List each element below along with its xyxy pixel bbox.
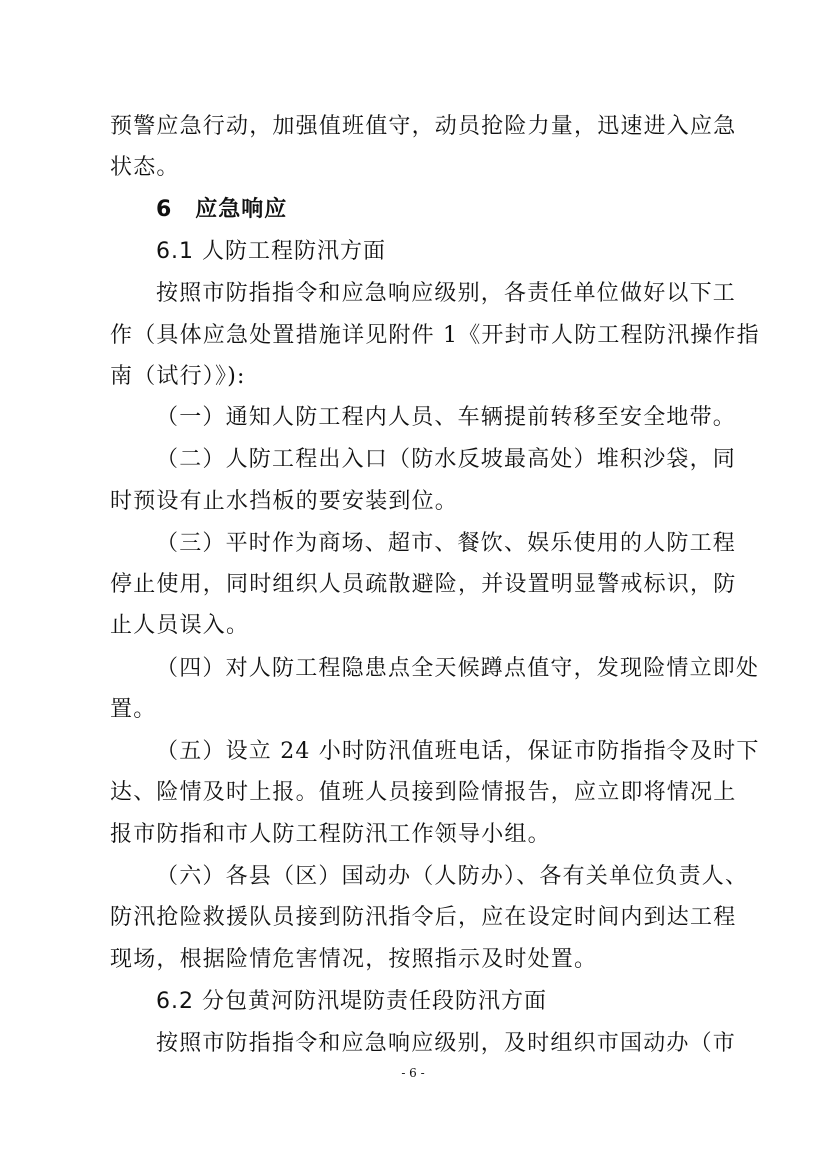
paragraph-line: 预警应急行动，加强值班值守，动员抢险力量，迅速进入应急 <box>110 114 737 139</box>
paragraph-line: 报市防指和市人防工程防汛工作领导小组。 <box>110 822 551 847</box>
list-item: （四）对人防工程隐患点全天候蹲点值守，发现险情立即处 <box>156 656 760 681</box>
subsection-heading: 6.2 分包黄河防汛堤防责任段防汛方面 <box>156 989 547 1014</box>
list-item: （三）平时作为商场、超市、餐饮、娱乐使用的人防工程 <box>156 531 737 556</box>
list-item: （六）各县（区）国动办（人防办）、各有关单位负责人、 <box>156 864 749 889</box>
paragraph-line: 止人员误入。 <box>110 613 250 638</box>
page-number: - 6 - <box>401 1066 425 1080</box>
section-heading: 6 应急响应 <box>156 197 288 222</box>
paragraph-line: 作（具体应急处置措施详见附件 1《开封市人防工程防汛操作指 <box>110 323 760 348</box>
paragraph-line: 按照市防指指令和应急响应级别，及时组织市国动办（市 <box>156 1031 737 1056</box>
paragraph-line: 现场，根据险情危害情况，按照指示及时处置。 <box>110 947 598 972</box>
paragraph-line: 南（试行）》): <box>110 364 246 389</box>
paragraph-line: 时预设有止水挡板的要安装到位。 <box>110 489 459 514</box>
list-item: （二）人防工程出入口（防水反坡最高处）堆积沙袋，同 <box>156 447 737 472</box>
paragraph-line: 按照市防指指令和应急响应级别，各责任单位做好以下工 <box>156 281 737 306</box>
paragraph-line: 置。 <box>110 697 157 722</box>
list-item: （一）通知人防工程内人员、车辆提前转移至安全地带。 <box>156 405 737 430</box>
subsection-heading: 6.1 人防工程防汛方面 <box>156 239 386 264</box>
list-item: （五）设立 24 小时防汛值班电话，保证市防指指令及时下 <box>156 739 760 764</box>
paragraph-line: 状态。 <box>110 155 180 180</box>
paragraph-line: 停止使用，同时组织人员疏散避险，并设置明显警戒标识，防 <box>110 572 737 597</box>
paragraph-line: 达、险情及时上报。值班人员接到险情报告，应立即将情况上 <box>110 780 737 805</box>
paragraph-line: 防汛抢险救援队员接到防汛指令后，应在设定时间内到达工程 <box>110 905 737 930</box>
